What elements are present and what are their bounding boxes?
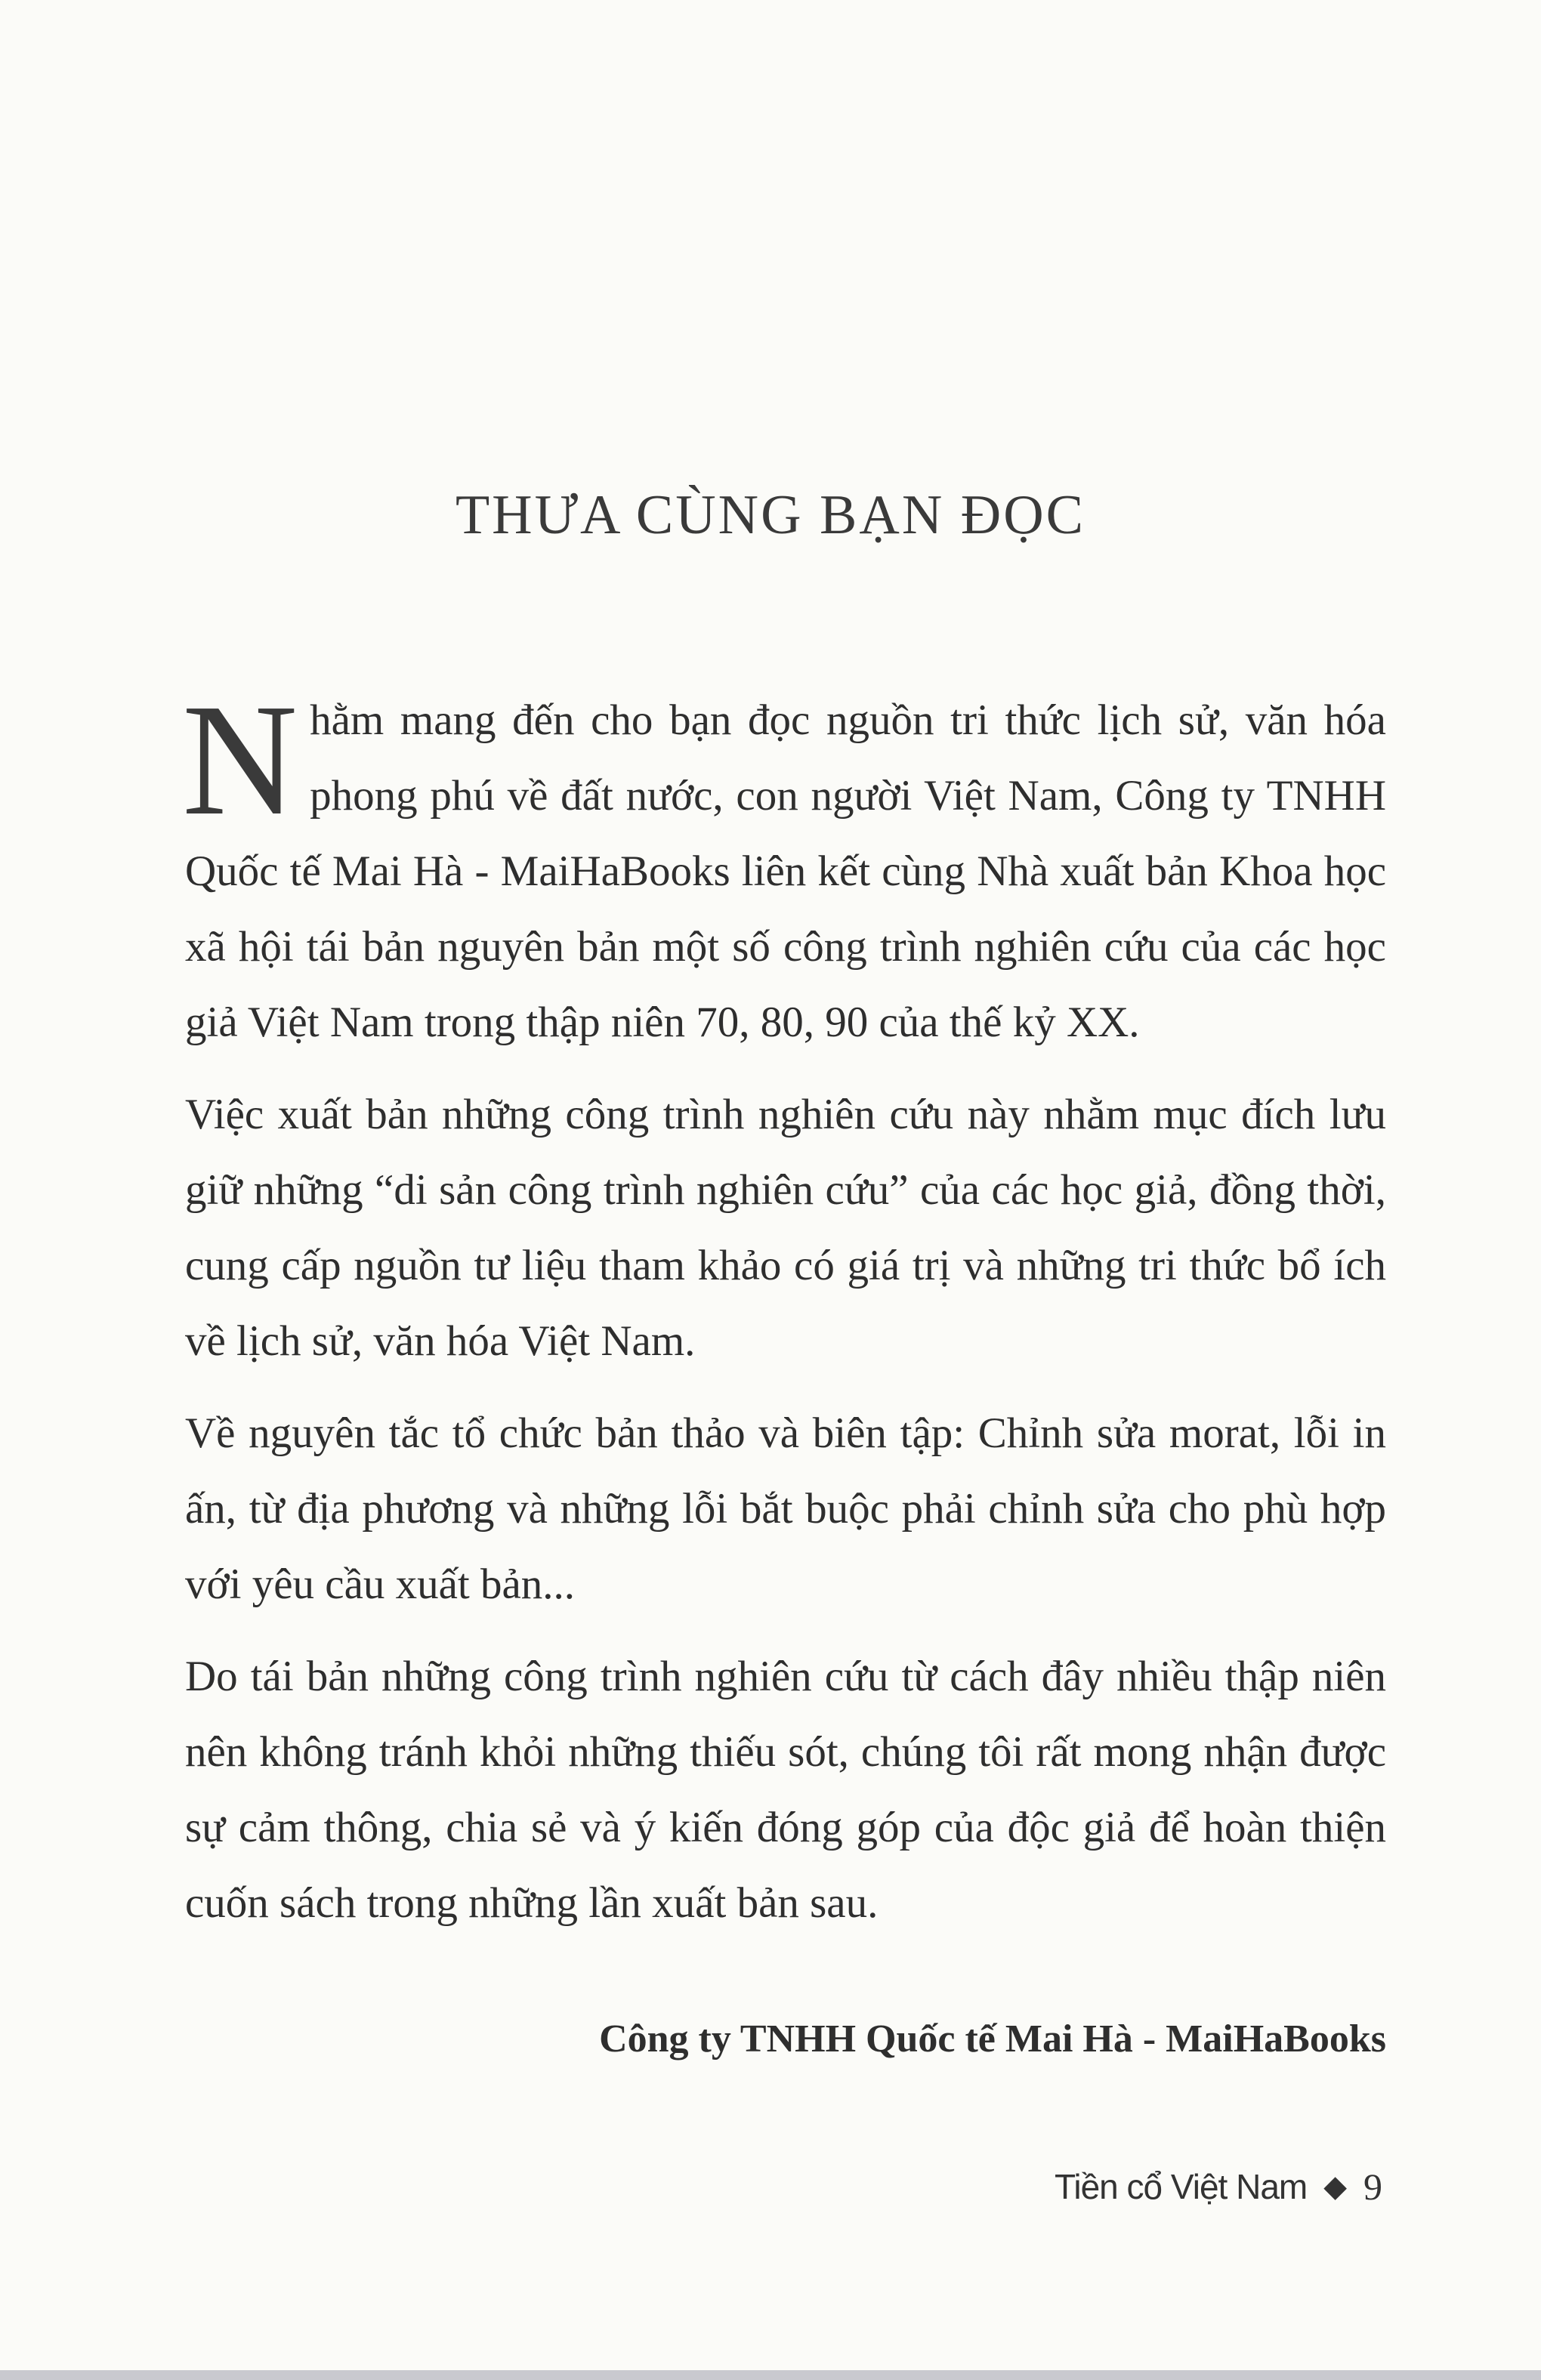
page-number: 9	[1363, 2165, 1382, 2208]
paragraph-3: Về nguyên tắc tổ chức bản thảo và biên tập: Chỉnh sửa morat, lỗi in ấn, từ địa phương và những lỗi bắt buộc phải chỉnh sửa cho phù hợp với yêu cầu xuất bản...	[185, 1409, 1386, 1608]
paragraph-2: Việc xuất bản những công trình nghiên cứu này nhằm mục đích lưu giữ những “di sản công trình nghiên cứu” của các học giả, đồng thời, cung cấp nguồn tư liệu tham khảo có giá trị và những tri thức bổ ích về lịch sử, văn hóa Việt Nam.	[185, 1091, 1386, 1365]
diamond-bullet-icon: ◆	[1323, 2169, 1347, 2203]
running-book-title: Tiền cổ Việt Nam	[1054, 2167, 1308, 2206]
publisher-signature: Công ty TNHH Quốc tế Mai Hà - MaiHaBooks	[599, 2017, 1386, 2061]
drop-cap: N	[182, 671, 298, 848]
paragraph-4: Do tái bản những công trình nghiên cứu từ cách đây nhiều thập niên nên không tránh khỏi những thiếu sót, chúng tôi rất mong nhận được sự cảm thông, chia sẻ và ý kiến đóng góp của độc giả để hoàn thiện cuốn sách trong những lần xuất bản sau.	[185, 1653, 1386, 1927]
scan-edge-divider	[0, 2370, 1541, 2380]
paragraph-1	[182, 671, 1386, 1060]
page-footer	[1055, 2165, 1382, 2209]
paragraph-1-text: hằm mang đến cho bạn đọc nguồn tri thức lịch sử, văn hóa phong phú về đất nước, con người Việt Nam, Công ty TNHH Quốc tế Mai Hà - MaiHaBooks liên kết cùng Nhà xuất bản Khoa học xã hội tái bản nguyên bản một số công trình nghiên cứu của các học giả Việt Nam trong thập niên 70, 80, 90 của thế kỷ XX.	[185, 696, 1386, 1046]
body-text	[182, 671, 1386, 1958]
page-title: THƯA CÙNG BẠN ĐỌC	[455, 484, 1086, 546]
